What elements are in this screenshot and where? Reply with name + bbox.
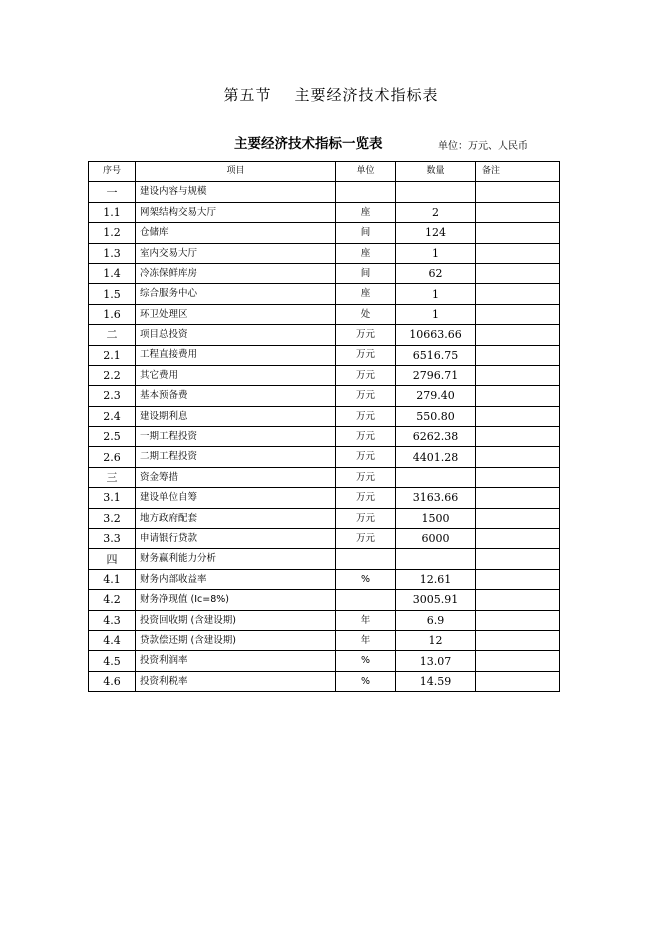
cell-unit: 万元 — [336, 508, 396, 528]
cell-seq: 1.2 — [89, 223, 136, 243]
cell-unit: 万元 — [336, 345, 396, 365]
cell-seq: 四 — [89, 549, 136, 569]
cell-unit — [336, 590, 396, 610]
cell-item: 投资利润率 — [136, 651, 336, 671]
cell-value: 1 — [396, 304, 476, 324]
cell-seq: 4.3 — [89, 610, 136, 630]
cell-item: 冷冻保鲜库房 — [136, 263, 336, 283]
cell-seq: 一 — [89, 182, 136, 202]
table-row — [89, 488, 560, 508]
cell-unit: 万元 — [336, 386, 396, 406]
cell-note — [476, 406, 560, 426]
cell-value — [396, 549, 476, 569]
cell-item: 一期工程投资 — [136, 427, 336, 447]
header-note: 备注 — [476, 162, 560, 182]
cell-seq: 二 — [89, 325, 136, 345]
cell-unit: 座 — [336, 243, 396, 263]
cell-note — [476, 304, 560, 324]
cell-item: 环卫处理区 — [136, 304, 336, 324]
cell-unit: 座 — [336, 202, 396, 222]
cell-note — [476, 630, 560, 650]
cell-unit: 处 — [336, 304, 396, 324]
header-value: 数量 — [396, 162, 476, 182]
cell-seq: 4.4 — [89, 630, 136, 650]
cell-seq: 1.5 — [89, 284, 136, 304]
header-seq: 序号 — [89, 162, 136, 182]
cell-item: 地方政府配套 — [136, 508, 336, 528]
table-row — [89, 345, 560, 365]
cell-note — [476, 447, 560, 467]
table-row — [89, 651, 560, 671]
cell-value — [396, 467, 476, 487]
cell-unit — [336, 182, 396, 202]
table-row — [89, 243, 560, 263]
cell-note — [476, 590, 560, 610]
table-row — [89, 202, 560, 222]
table-row — [89, 467, 560, 487]
cell-unit: 年 — [336, 610, 396, 630]
table-row — [89, 223, 560, 243]
cell-note — [476, 488, 560, 508]
cell-note — [476, 325, 560, 345]
cell-value: 279.40 — [396, 386, 476, 406]
cell-unit: 万元 — [336, 406, 396, 426]
cell-seq: 1.4 — [89, 263, 136, 283]
cell-item: 二期工程投资 — [136, 447, 336, 467]
unit-note: 单位：万元、人民币 — [438, 141, 528, 152]
table-row — [89, 529, 560, 549]
cell-seq: 4.2 — [89, 590, 136, 610]
cell-value: 1 — [396, 284, 476, 304]
cell-note — [476, 569, 560, 589]
cell-item: 财务内部收益率 — [136, 569, 336, 589]
cell-item: 申请银行贷款 — [136, 529, 336, 549]
cell-unit: 万元 — [336, 427, 396, 447]
cell-seq: 2.3 — [89, 386, 136, 406]
cell-value: 12 — [396, 630, 476, 650]
cell-seq: 2.1 — [89, 345, 136, 365]
cell-seq: 4.1 — [89, 569, 136, 589]
header-item: 项目 — [136, 162, 336, 182]
cell-value: 2 — [396, 202, 476, 222]
cell-value: 124 — [396, 223, 476, 243]
cell-note — [476, 284, 560, 304]
cell-unit: % — [336, 651, 396, 671]
table-body — [89, 182, 560, 692]
cell-item: 投资利税率 — [136, 671, 336, 691]
cell-item: 基本预备费 — [136, 386, 336, 406]
cell-item: 建设单位自筹 — [136, 488, 336, 508]
cell-item: 室内交易大厅 — [136, 243, 336, 263]
cell-unit: 万元 — [336, 447, 396, 467]
cell-item: 财务赢利能力分析 — [136, 549, 336, 569]
indicators-table — [88, 161, 560, 692]
table-row — [89, 549, 560, 569]
cell-seq: 3.1 — [89, 488, 136, 508]
cell-value: 1500 — [396, 508, 476, 528]
cell-note — [476, 610, 560, 630]
cell-value — [396, 182, 476, 202]
cell-note — [476, 223, 560, 243]
cell-seq: 2.6 — [89, 447, 136, 467]
table-row — [89, 182, 560, 202]
table-row — [89, 427, 560, 447]
cell-seq: 2.5 — [89, 427, 136, 447]
section-title: 第五节 主要经济技术指标表 — [223, 86, 439, 104]
cell-item: 投资回收期 (含建设期) — [136, 610, 336, 630]
table-row — [89, 447, 560, 467]
header-unit: 单位 — [336, 162, 396, 182]
cell-value: 62 — [396, 263, 476, 283]
cell-note — [476, 467, 560, 487]
cell-value: 14.59 — [396, 671, 476, 691]
cell-value: 6262.38 — [396, 427, 476, 447]
cell-unit: 万元 — [336, 325, 396, 345]
cell-note — [476, 508, 560, 528]
cell-unit: % — [336, 671, 396, 691]
cell-note — [476, 243, 560, 263]
table-row — [89, 630, 560, 650]
cell-item: 工程直接费用 — [136, 345, 336, 365]
cell-unit: 间 — [336, 223, 396, 243]
cell-note — [476, 651, 560, 671]
cell-seq: 2.4 — [89, 406, 136, 426]
cell-unit: 万元 — [336, 467, 396, 487]
cell-value: 13.07 — [396, 651, 476, 671]
cell-note — [476, 202, 560, 222]
cell-unit: 座 — [336, 284, 396, 304]
cell-value: 6.9 — [396, 610, 476, 630]
table-row — [89, 610, 560, 630]
cell-note — [476, 365, 560, 385]
cell-note — [476, 345, 560, 365]
cell-seq: 1.1 — [89, 202, 136, 222]
cell-seq: 3.3 — [89, 529, 136, 549]
cell-value: 6000 — [396, 529, 476, 549]
cell-item: 建设内容与规模 — [136, 182, 336, 202]
cell-value: 12.61 — [396, 569, 476, 589]
cell-seq: 1.3 — [89, 243, 136, 263]
cell-note — [476, 549, 560, 569]
cell-note — [476, 671, 560, 691]
cell-item: 贷款偿还期 (含建设期) — [136, 630, 336, 650]
cell-item: 建设期利息 — [136, 406, 336, 426]
cell-note — [476, 182, 560, 202]
cell-seq: 1.6 — [89, 304, 136, 324]
cell-item: 其它费用 — [136, 365, 336, 385]
table-header-row — [89, 162, 560, 182]
table-row — [89, 304, 560, 324]
cell-note — [476, 263, 560, 283]
cell-unit: 年 — [336, 630, 396, 650]
cell-seq: 三 — [89, 467, 136, 487]
cell-value: 3005.91 — [396, 590, 476, 610]
table-row — [89, 406, 560, 426]
cell-note — [476, 427, 560, 447]
table-title: 主要经济技术指标一览表 — [234, 136, 383, 152]
cell-seq: 4.5 — [89, 651, 136, 671]
cell-item: 项目总投资 — [136, 325, 336, 345]
cell-item: 资金筹措 — [136, 467, 336, 487]
table-row — [89, 284, 560, 304]
table-row — [89, 263, 560, 283]
cell-note — [476, 529, 560, 549]
table-row — [89, 508, 560, 528]
cell-note — [476, 386, 560, 406]
table-row — [89, 386, 560, 406]
table-row — [89, 590, 560, 610]
cell-unit: 万元 — [336, 529, 396, 549]
cell-value: 1 — [396, 243, 476, 263]
table-row — [89, 671, 560, 691]
table-row — [89, 365, 560, 385]
cell-unit: % — [336, 569, 396, 589]
cell-item: 仓储库 — [136, 223, 336, 243]
cell-value: 2796.71 — [396, 365, 476, 385]
cell-item: 网架结构交易大厅 — [136, 202, 336, 222]
table-row — [89, 569, 560, 589]
cell-unit: 万元 — [336, 488, 396, 508]
cell-seq: 2.2 — [89, 365, 136, 385]
cell-unit: 间 — [336, 263, 396, 283]
cell-unit — [336, 549, 396, 569]
cell-item: 财务净现值 (Ic=8%) — [136, 590, 336, 610]
cell-value: 10663.66 — [396, 325, 476, 345]
cell-unit: 万元 — [336, 365, 396, 385]
cell-seq: 4.6 — [89, 671, 136, 691]
cell-value: 6516.75 — [396, 345, 476, 365]
cell-item: 综合服务中心 — [136, 284, 336, 304]
cell-value: 3163.66 — [396, 488, 476, 508]
table-row — [89, 325, 560, 345]
cell-value: 4401.28 — [396, 447, 476, 467]
cell-value: 550.80 — [396, 406, 476, 426]
cell-seq: 3.2 — [89, 508, 136, 528]
